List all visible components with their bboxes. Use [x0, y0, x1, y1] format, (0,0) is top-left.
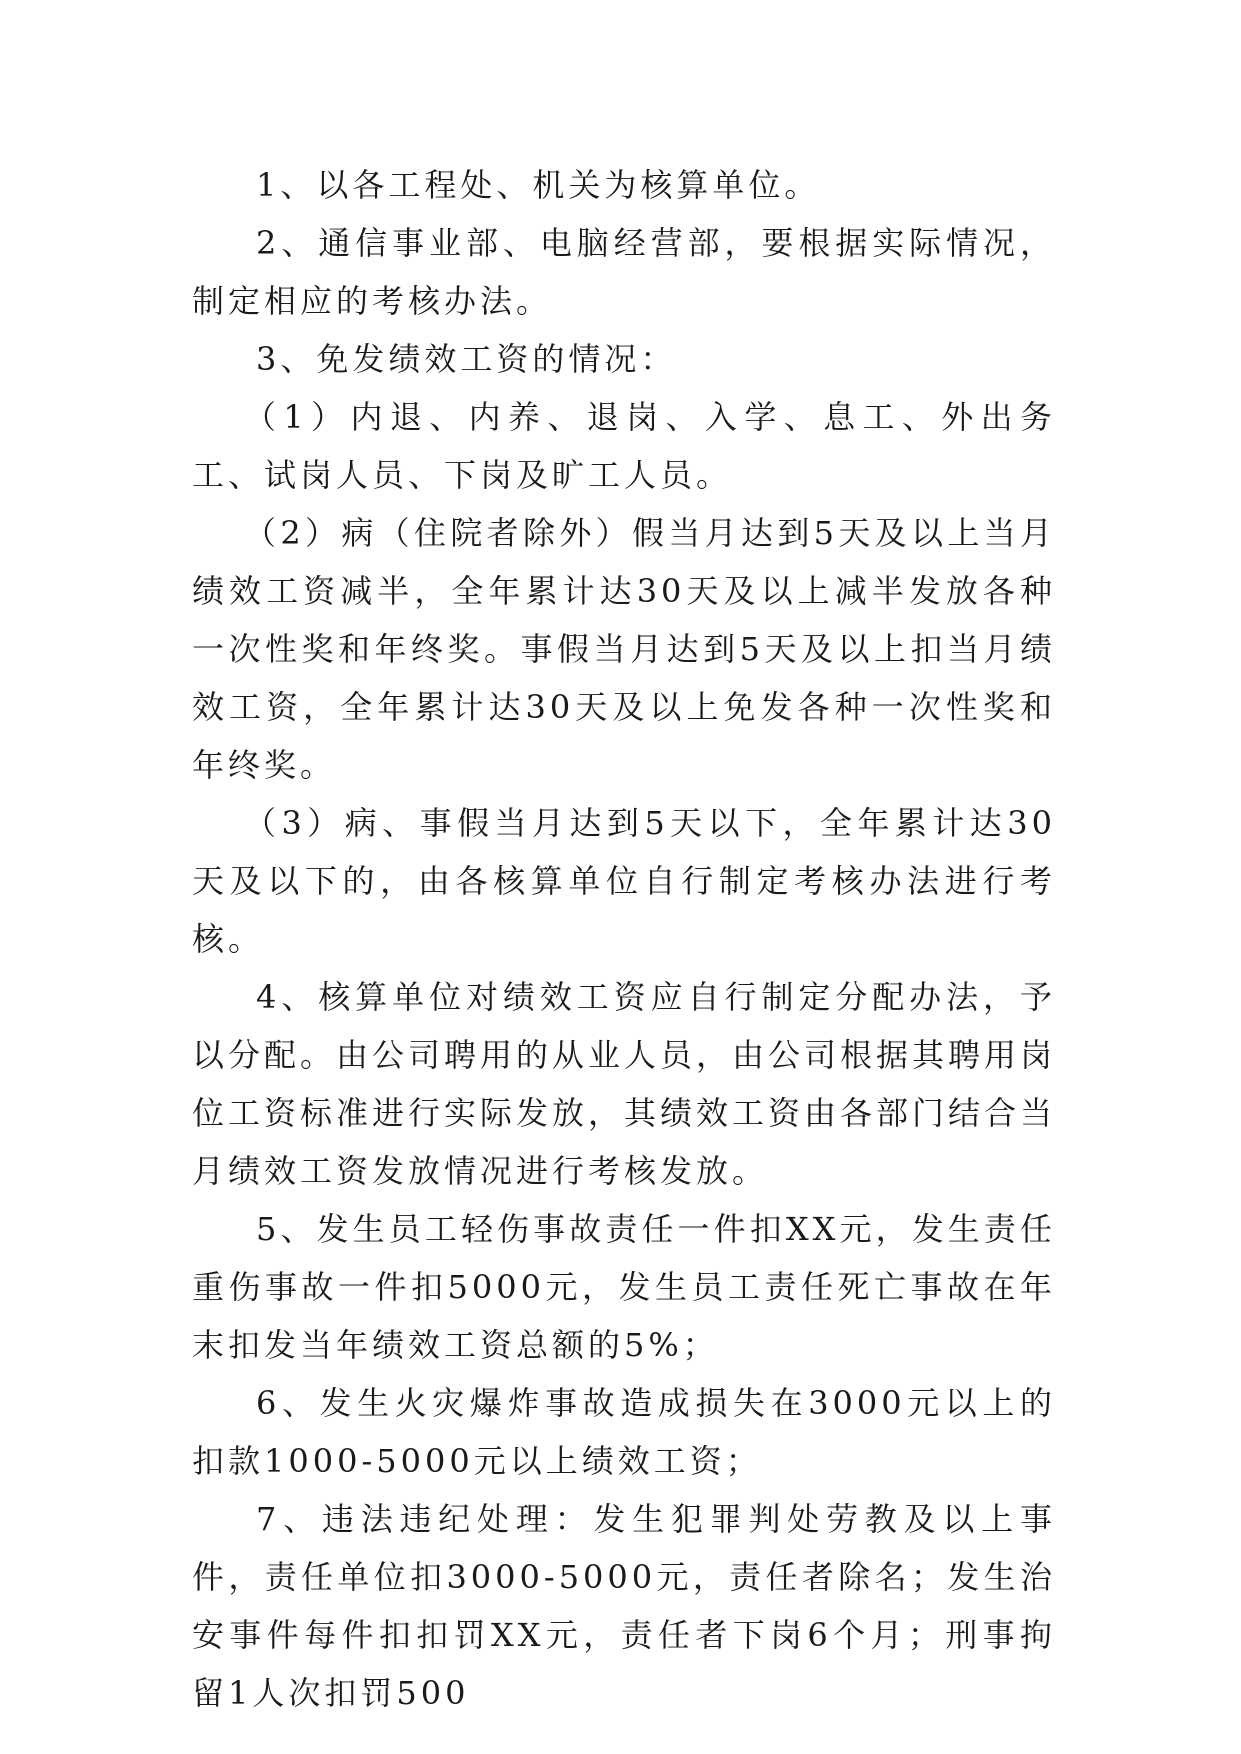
paragraph-subitem-1: （1）内退、内养、退岗、入学、息工、外出务工、试岗人员、下岗及旷工人员。 — [192, 398, 1056, 494]
paragraph-item-7: 7、违法违纪处理：发生犯罪判处劳教及以上事件，责任单位扣3000-5000元，责任者除名；发生治安事件每件扣扣罚XX元，责任者下岗6个月；刑事拘留1人次扣罚500 — [192, 1500, 1056, 1712]
paragraph-item-5: 5、发生员工轻伤事故责任一件扣XX元，发生责任重伤事故一件扣5000元，发生员工责任死亡事故在年末扣发当年绩效工资总额的5%； — [192, 1210, 1056, 1364]
paragraph-item-1: 1、以各工程处、机关为核算单位。 — [256, 166, 821, 204]
paragraph-subitem-3: （3）病、事假当月达到5天以下，全年累计达30天及以下的，由各核算单位自行制定考核办法进行考核。 — [192, 804, 1056, 958]
paragraph-item-6: 6、发生火灾爆炸事故造成损失在3000元以上的扣款1000-5000元以上绩效工资； — [192, 1384, 1056, 1480]
paragraph-item-4: 4、核算单位对绩效工资应自行制定分配办法，予以分配。由公司聘用的从业人员，由公司根据其聘用岗位工资标准进行实际发放，其绩效工资由各部门结合当月绩效工资发放情况进行考核发放。 — [192, 978, 1057, 1190]
paragraph-item-3: 3、免发绩效工资的情况： — [256, 340, 677, 378]
paragraph-subitem-2: （2）病（住院者除外）假当月达到5天及以上当月绩效工资减半，全年累计达30天及以上减半发放各种一次性奖和年终奖。事假当月达到5天及以上扣当月绩效工资，全年累计达30天及以上免发各种一次性奖和年终奖。 — [192, 514, 1056, 784]
paragraph-item-2: 2、通信事业部、电脑经营部，要根据实际情况，制定相应的考核办法。 — [192, 224, 1056, 320]
document-body — [192, 156, 1056, 1722]
